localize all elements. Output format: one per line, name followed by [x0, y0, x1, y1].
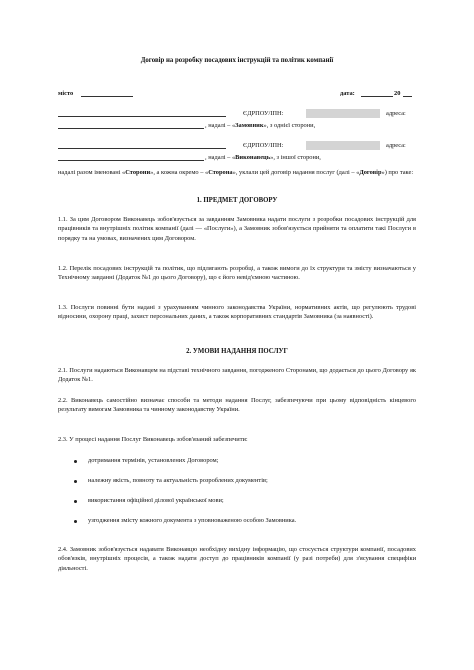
date-field[interactable]: [361, 96, 393, 97]
contractor-address-label: адреса:: [386, 142, 406, 149]
section-2-heading: 2. УМОВИ НАДАННЯ ПОСЛУГ: [186, 348, 288, 355]
list-item: дотримання термінів, установлених Договором;: [0, 457, 474, 465]
customer-edrpou-label: ЄДРПОУ/ІПН:: [243, 110, 284, 117]
section-2-paragraph-1: 2.1. Послуги надаються Виконавцем на підставі технічного завдання, погодженого Сторонами, що додається до цього Договору як Додаток №1.: [58, 367, 416, 384]
bullet-icon: [74, 520, 77, 523]
customer-address-field[interactable]: [58, 128, 204, 129]
bullet-icon: [74, 500, 77, 503]
document-title: Договір на розробку посадових інструкцій та політик компанії: [140, 57, 334, 64]
date-year: 20: [394, 90, 401, 97]
date-label: дата:: [340, 90, 355, 97]
customer-edrpou-field[interactable]: [306, 109, 380, 118]
customer-name-field[interactable]: [58, 116, 226, 117]
contractor-address-field[interactable]: [58, 160, 204, 161]
city-label: місто: [58, 90, 74, 97]
intro-paragraph: надалі разом іменовані «Сторони», а кожна окремо – «Сторона», уклали цей договір надання послуг (далі – «Договір») про таке:: [58, 169, 414, 176]
customer-address-label: адреса:: [386, 110, 406, 117]
section-2-paragraph-4: 2.4. Замовник зобов'язується надавати Виконавцю необхідну вихідну інформацію, що стосується структури компанії, посадових обов'язків, внутрішніх процесів, а також надати доступ до працівників компанії (у разі потреби) для з'ясування специфіки діяльності.: [58, 546, 416, 572]
section-2-paragraph-3: 2.3. У процесі надання Послуг Виконавець зобов'язаний забезпечити:: [58, 436, 248, 443]
contractor-edrpou-field[interactable]: [306, 141, 380, 150]
contractor-name-field[interactable]: [58, 148, 226, 149]
section-1-paragraph-1: 1.1. За цим Договором Виконавець зобов'язується за завданням Замовника надати послуги з розробки посадових інструкцій для працівників та внутрішніх політик компанії (далі — «Послуги»), а Замовник зобов'язується прийняти та оплатити такі Послуги в порядку та на умовах, визначених цим Договором.: [58, 216, 416, 242]
section-1-paragraph-3: 1.3. Послуги повинні бути надані з урахуванням чинного законодавства України, нормативних актів, що регулюють трудові відносини, охорону праці, захист персональних даних, а також корпоративних стандартів Замовника (за наявності).: [58, 304, 416, 321]
list-item: використання офіційної ділової української мови;: [0, 497, 474, 505]
contractor-role-text: , надалі – «Виконавець», з іншої сторони,: [205, 154, 321, 161]
bullet-icon: [74, 480, 77, 483]
customer-role-text: , надалі – «Замовник», з однієї сторони,: [205, 122, 316, 129]
city-field[interactable]: [81, 96, 133, 97]
bullet-icon: [74, 460, 77, 463]
section-1-paragraph-2: 1.2. Перелік посадових інструкцій та політик, що підлягають розробці, а також вимоги до їх структури та змісту визначаються у Технічному завданні (Додаток №1 до цього Договору), що є його невід'ємною частиною.: [58, 265, 416, 282]
list-item: належну якість, повноту та актуальність розроблених документів;: [0, 477, 474, 485]
year-suffix-field[interactable]: [403, 96, 412, 97]
contractor-edrpou-label: ЄДРПОУ/ІПН:: [243, 142, 284, 149]
section-2-paragraph-2: 2.2. Виконавець самостійно визначає способи та методи надання Послуг, забезпечуючи при цьому відповідність кінцевого результату вимогам Замовника та чинному законодавству України.: [58, 397, 416, 414]
list-item: узгодження змісту кожного документа з уповноваженою особою Замовника.: [0, 517, 474, 525]
section-1-heading: 1. ПРЕДМЕТ ДОГОВОРУ: [196, 197, 278, 204]
